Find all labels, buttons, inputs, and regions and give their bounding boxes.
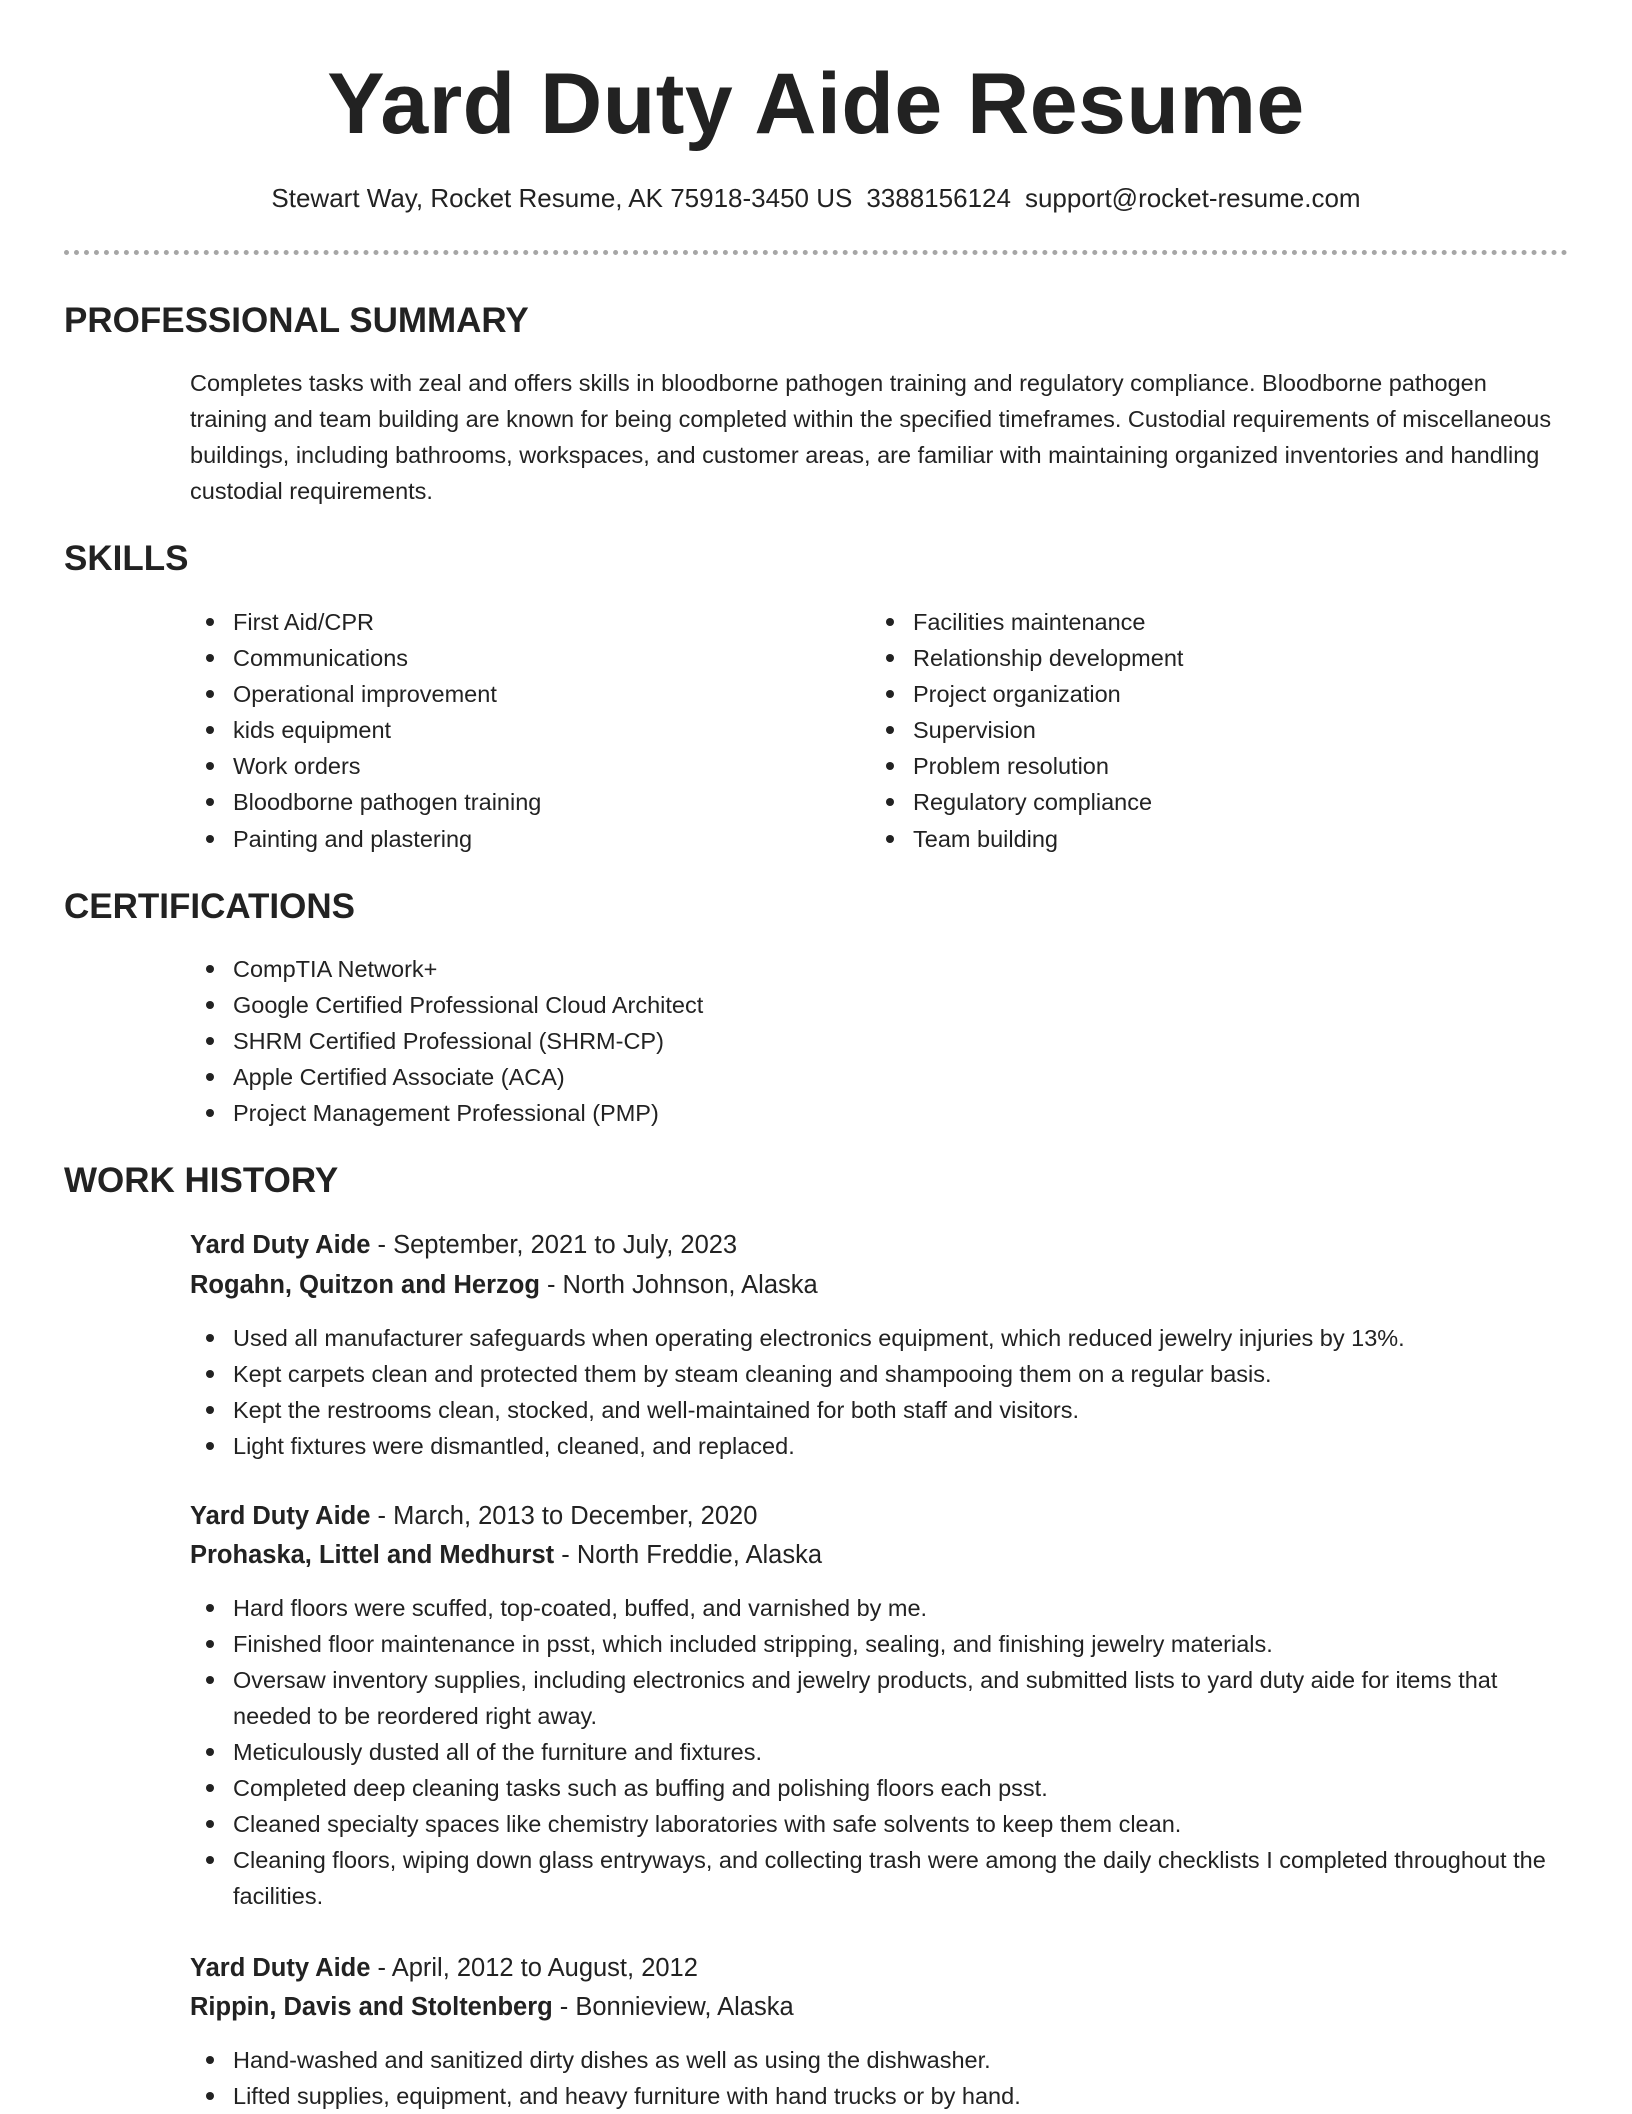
summary-text: Completes tasks with zeal and offers skills in bloodborne pathogen training and regulatory compliance. Bloodborne pathogen training and team building are known for being completed within the specified timeframes. Custodial requirements of miscellaneous buildings, including bathrooms, workspaces, and customer areas, are familiar with maintaining organized inventories and handling custodial requirements. bbox=[190, 370, 1552, 504]
job-location: - Bonnieview, Alaska bbox=[552, 1993, 794, 2021]
skill-item: Regulatory compliance bbox=[870, 784, 1550, 820]
skill-item: Communications bbox=[190, 640, 850, 676]
certifications-heading: CERTIFICATIONS bbox=[64, 887, 356, 926]
job-duty-item: Oversaw inventory supplies, including electronics and jewelry products, and submitted lists to yard duty aide for items that needed to be reordered right away. bbox=[190, 1662, 1570, 1734]
job-dates: - March, 2013 to December, 2020 bbox=[370, 1502, 758, 1530]
job-company-line bbox=[190, 1267, 818, 1303]
skill-item: Relationship development bbox=[870, 640, 1550, 676]
skill-item: Operational improvement bbox=[190, 676, 850, 712]
job-duty-item: Used all manufacturer safeguards when operating electronics equipment, which reduced jewelry injuries by 13%. bbox=[190, 1320, 1570, 1356]
skill-item: First Aid/CPR bbox=[190, 604, 850, 640]
job-title: Yard Duty Aide bbox=[190, 1231, 371, 1259]
skill-item: Painting and plastering bbox=[190, 821, 850, 857]
resume-title: Yard Duty Aide Resume bbox=[327, 56, 1305, 152]
job-company-line bbox=[190, 1537, 822, 1573]
job-duty-item: Finished floor maintenance in psst, which included stripping, sealing, and finishing jewelry materials. bbox=[190, 1626, 1570, 1662]
certification-item: CompTIA Network+ bbox=[190, 951, 1570, 987]
job-duty-item: Lifted supplies, equipment, and heavy furniture with hand trucks or by hand. bbox=[190, 2078, 1570, 2114]
job-duty-item: Hard floors were scuffed, top-coated, buffed, and varnished by me. bbox=[190, 1590, 1570, 1626]
job-company: Prohaska, Littel and Medhurst bbox=[190, 1541, 555, 1569]
job-duties-list bbox=[190, 1590, 1570, 1914]
contact-line bbox=[0, 180, 1632, 216]
skill-item: Bloodborne pathogen training bbox=[190, 784, 850, 820]
certification-item: SHRM Certified Professional (SHRM-CP) bbox=[190, 1023, 1570, 1059]
contact-email: support@rocket-resume.com bbox=[1024, 183, 1361, 213]
header-divider bbox=[64, 250, 1568, 255]
job-dates: - April, 2012 to August, 2012 bbox=[370, 1954, 698, 1982]
skill-item: Facilities maintenance bbox=[870, 604, 1550, 640]
job-company: Rippin, Davis and Stoltenberg bbox=[190, 1993, 553, 2021]
job-duty-item: Hand-washed and sanitized dirty dishes as well as using the dishwasher. bbox=[190, 2042, 1570, 2078]
job-company: Rogahn, Quitzon and Herzog bbox=[190, 1271, 540, 1299]
certifications-list bbox=[190, 951, 1570, 1131]
contact-address: Stewart Way, Rocket Resume, AK 75918-3450 US bbox=[271, 183, 853, 213]
job-title: Yard Duty Aide bbox=[190, 1954, 371, 1982]
job-location: - North Freddie, Alaska bbox=[554, 1541, 823, 1569]
job-duty-item: Meticulously dusted all of the furniture and fixtures. bbox=[190, 1734, 1570, 1770]
job-duty-item: Cleaned specialty spaces like chemistry laboratories with safe solvents to keep them clean. bbox=[190, 1806, 1570, 1842]
skill-item: Work orders bbox=[190, 748, 850, 784]
skill-item: Supervision bbox=[870, 712, 1550, 748]
job-duties-list bbox=[190, 1320, 1570, 1464]
work-history-heading: WORK HISTORY bbox=[64, 1161, 339, 1200]
job-title-line bbox=[190, 1950, 698, 1986]
skill-item: Team building bbox=[870, 821, 1550, 857]
job-duty-item: Kept carpets clean and protected them by steam cleaning and shampooing them on a regular basis. bbox=[190, 1356, 1570, 1392]
job-title-line bbox=[190, 1498, 757, 1534]
job-duties-list bbox=[190, 2042, 1570, 2114]
skills-heading: SKILLS bbox=[64, 539, 189, 578]
skill-item: Problem resolution bbox=[870, 748, 1550, 784]
certification-item: Project Management Professional (PMP) bbox=[190, 1095, 1570, 1131]
skill-item: kids equipment bbox=[190, 712, 850, 748]
certification-item: Google Certified Professional Cloud Architect bbox=[190, 987, 1570, 1023]
job-company-line bbox=[190, 1989, 794, 2025]
certification-item: Apple Certified Associate (ACA) bbox=[190, 1059, 1570, 1095]
job-duty-item: Cleaning floors, wiping down glass entryways, and collecting trash were among the daily checklists I completed throughout the facilities. bbox=[190, 1842, 1570, 1914]
summary-heading: PROFESSIONAL SUMMARY bbox=[64, 301, 529, 340]
skills-list-left bbox=[190, 604, 850, 857]
skill-item: Project organization bbox=[870, 676, 1550, 712]
job-duty-item: Kept the restrooms clean, stocked, and well-maintained for both staff and visitors. bbox=[190, 1392, 1570, 1428]
job-location: - North Johnson, Alaska bbox=[539, 1271, 818, 1299]
job-duty-item: Completed deep cleaning tasks such as buffing and polishing floors each psst. bbox=[190, 1770, 1570, 1806]
job-title: Yard Duty Aide bbox=[190, 1502, 371, 1530]
contact-phone: 3388156124 bbox=[866, 183, 1011, 213]
job-duty-item: Light fixtures were dismantled, cleaned, and replaced. bbox=[190, 1428, 1570, 1464]
skills-list-right bbox=[870, 604, 1550, 857]
job-title-line bbox=[190, 1227, 737, 1263]
job-dates: - September, 2021 to July, 2023 bbox=[370, 1231, 738, 1259]
